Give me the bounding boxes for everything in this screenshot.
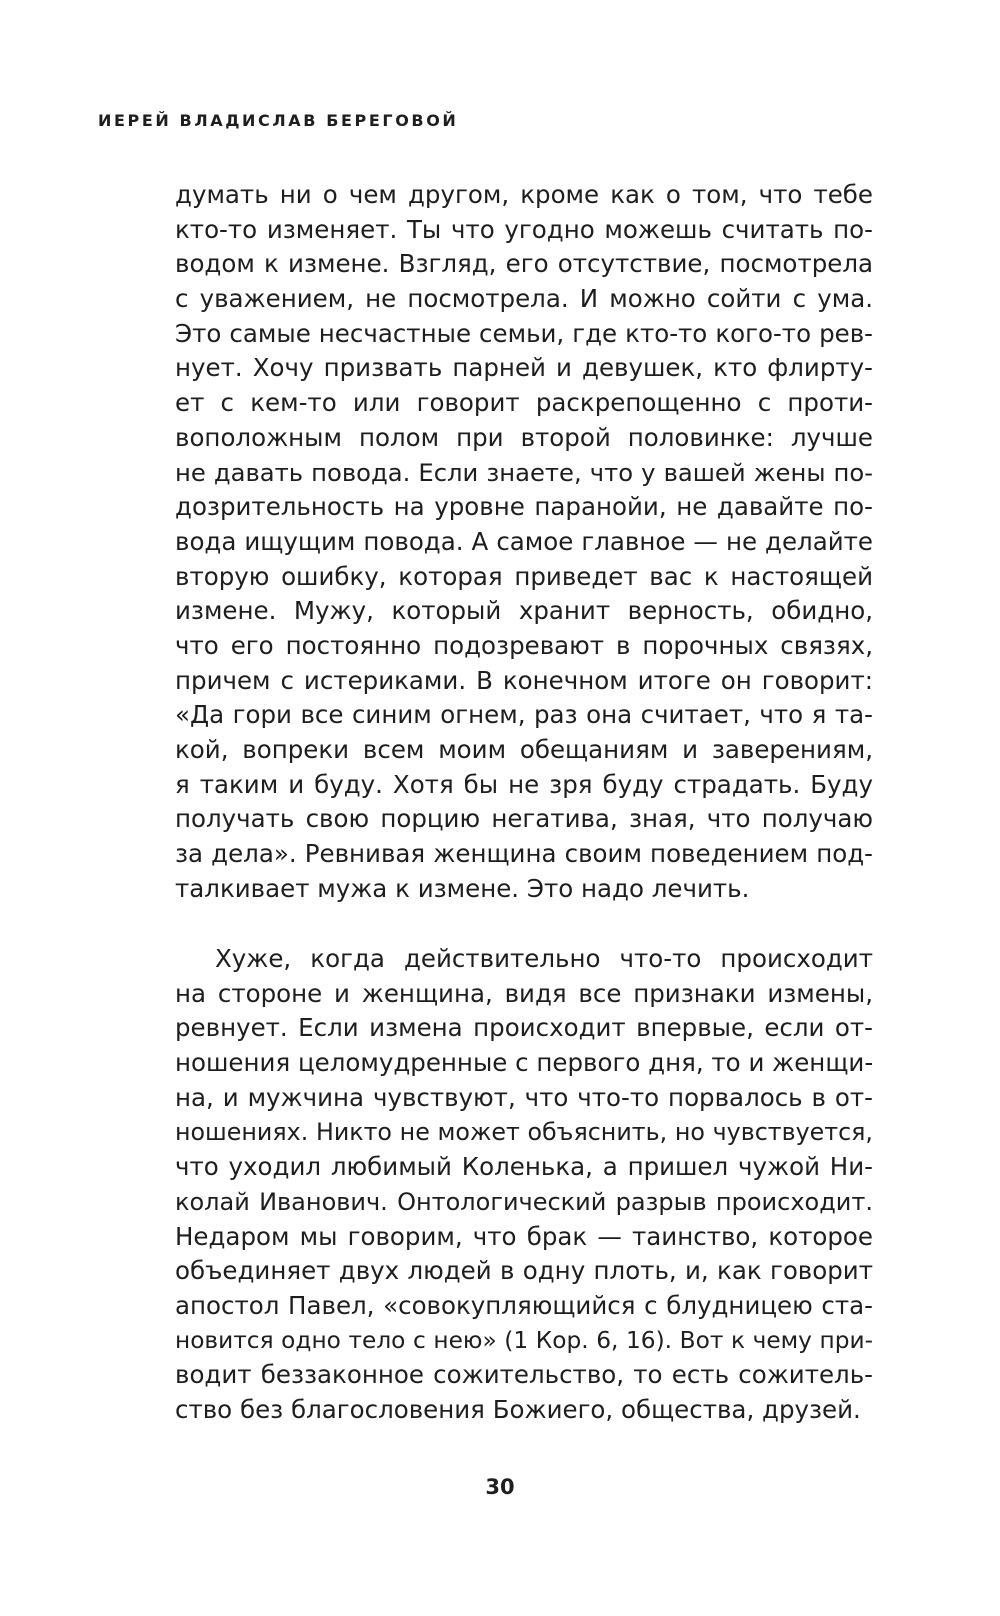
text-line: получать свою порцию негатива, зная, что получаю (175, 804, 873, 834)
text-line: вторую ошибку, которая приведет вас к настоящей (175, 561, 873, 591)
text-line: талкивает мужа к измене. Это надо лечить. (175, 873, 750, 903)
text-line: колай Иванович. Онтологический разрыв происходит. (175, 1187, 873, 1216)
text-line: объединяет двух людей в одну плоть, и, как говорит (175, 1256, 873, 1286)
text-line: ет с кем-то или говорит раскрепощенно с проти- (175, 388, 873, 418)
text-line: ношениях. Никто не может объяснить, но чувствуется, (175, 1118, 873, 1147)
text-line: Это самые несчастные семьи, где кто-то кого-то рев- (175, 318, 873, 348)
text-line: не давать повода. Если знаете, что у вашей жены по- (175, 457, 873, 487)
page-number: 30 (485, 1475, 515, 1499)
text-line: ство без благословения Божиего, общества, друзей. (175, 1394, 861, 1424)
running-head: ИЕРЕЙ ВЛАДИСЛАВ БЕРЕГОВОЙ (98, 111, 459, 130)
text-line: «Да гори все синим огнем, раз она считает, что я та- (175, 700, 873, 730)
text-line: причем с истериками. В конечном итоге он говорит: (175, 665, 873, 695)
text-line: измене. Мужу, который хранит верность, обидно, (175, 596, 873, 626)
text-line: кой, вопреки всем моим обещаниям и заверениям, (175, 735, 873, 764)
text-line: вода ищущим повода. А самое главное — не делайте (175, 526, 873, 556)
text-line: что уходил любимый Коленька, а пришел чужой Ни- (175, 1152, 873, 1182)
text-line: апостол Павел, «совокупляющийся с блудницею ста- (175, 1290, 873, 1320)
text-line: кто-то изменяет. Ты что угодно можешь считать по- (175, 214, 873, 244)
text-line: воположным полом при второй половинке: лучше (175, 422, 873, 452)
text-line: нует. Хочу призвать парней и девушек, кто флирту- (175, 353, 873, 383)
text-line: Хуже, когда действительно что-то происходит (215, 944, 873, 973)
paragraph-1 (175, 178, 873, 906)
text-line: водом к измене. Взгляд, его отсутствие, посмотрела (175, 249, 873, 279)
text-line: дозрительность на уровне паранойи, не давайте по- (175, 492, 873, 522)
text-line: думать ни о чем другом, кроме как о том, что тебе (175, 180, 873, 209)
text-line: ношения целомудренные с первого дня, то и женщи- (175, 1048, 874, 1078)
text-line: водит беззаконное сожительство, то есть сожитель- (175, 1360, 873, 1390)
text-line: новится одно тело с нею» (1 Кор. 6, 16). Вот к чему при- (175, 1326, 873, 1354)
text-line: Недаром мы говорим, что брак — таинство, которое (175, 1221, 873, 1251)
text-line: на, и мужчина чувствуют, что что-то порвалось в от- (175, 1082, 873, 1112)
text-line: я таким и буду. Хотя бы не зря буду страдать. Буду (175, 769, 873, 799)
text-line: что его постоянно подозревают в порочных связях, (175, 630, 873, 660)
text-line: с уважением, не посмотрела. И можно сойти с ума. (175, 284, 873, 314)
text-line: на стороне и женщина, видя все признаки измены, (175, 978, 873, 1008)
text-line: ревнует. Если измена происходит впервые, если от- (175, 1013, 873, 1043)
paragraph-2 (175, 942, 873, 1428)
text-line: за дела». Ревнивая женщина своим поведением под- (175, 839, 873, 869)
